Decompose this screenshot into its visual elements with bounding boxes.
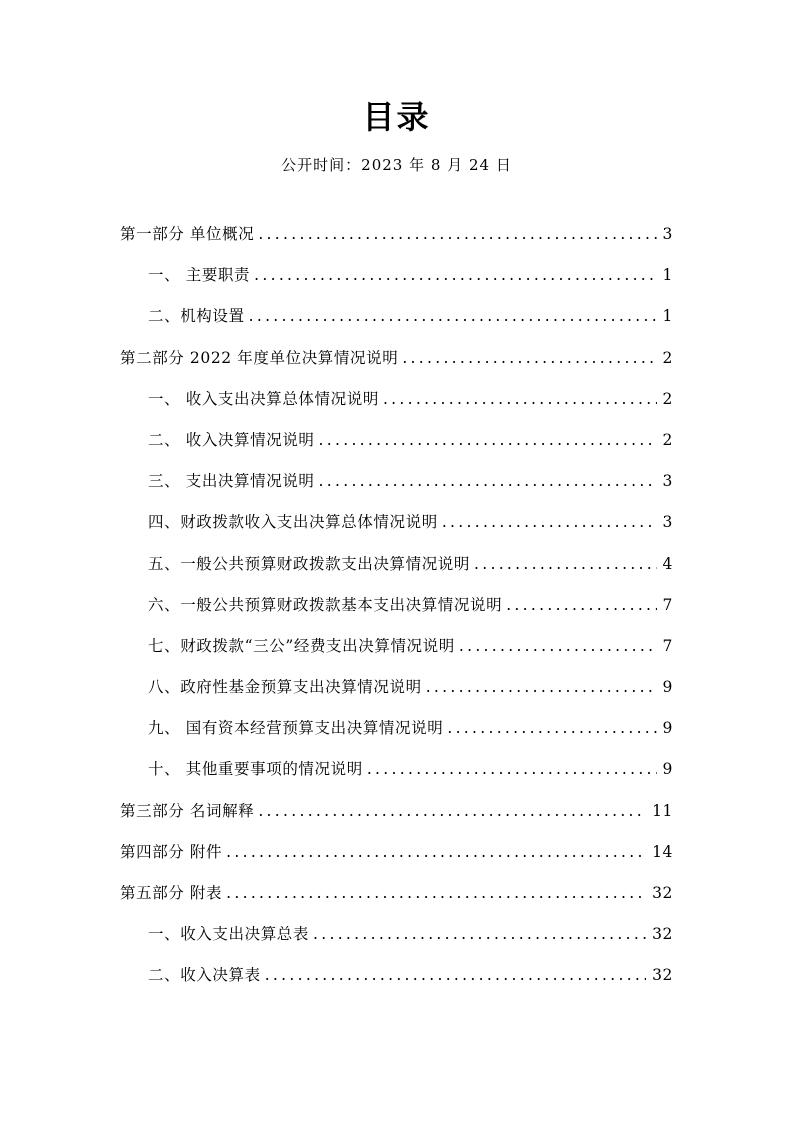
- toc-entry-page: 3: [662, 225, 673, 243]
- toc-entry-page: 3: [662, 472, 673, 491]
- toc-entry-page: 4: [662, 554, 673, 573]
- toc-entry-page: 14: [652, 842, 673, 861]
- dot-leader: [258, 225, 656, 243]
- toc-entry-page: 1: [662, 307, 673, 326]
- publish-date: 公开时间：2023 年 8 月 24 日: [281, 156, 512, 174]
- toc-entry-label: 一、 收入支出决算总体情况说明: [148, 389, 379, 408]
- toc-entry[interactable]: [120, 675, 673, 716]
- toc-entry-page: 3: [662, 513, 673, 532]
- dot-leader: [447, 719, 656, 737]
- dot-leader: [442, 513, 657, 531]
- toc-entry-label: 第二部分 2022 年度单位决算情况说明: [120, 348, 399, 367]
- toc-entry[interactable]: [120, 757, 673, 798]
- toc-entry-page: 7: [662, 636, 673, 655]
- toc-entry-label: 第三部分 名词解释: [120, 801, 255, 820]
- dot-leader: [319, 472, 657, 490]
- toc-entry[interactable]: [120, 263, 673, 304]
- dot-leader: [226, 843, 646, 861]
- dot-leader: [402, 349, 656, 367]
- toc-entry[interactable]: [120, 304, 673, 345]
- toc-entry[interactable]: [120, 840, 673, 881]
- toc-entry-label: 五、一般公共预算财政拨款支出决算情况说明: [148, 554, 471, 573]
- toc-entry-label: 十、 其他重要事项的情况说明: [148, 760, 363, 779]
- toc-entry-label: 第五部分 附表: [120, 884, 223, 902]
- toc-entry[interactable]: [120, 881, 673, 922]
- toc-entry-page: 2: [662, 389, 673, 408]
- toc-entry[interactable]: [120, 552, 673, 593]
- toc-entry[interactable]: [120, 387, 673, 428]
- toc-entry-page: 32: [652, 884, 673, 902]
- dot-leader: [367, 760, 657, 778]
- toc-entry-label: 第四部分 附件: [120, 842, 223, 861]
- dot-leader: [258, 802, 646, 820]
- dot-leader: [249, 307, 657, 325]
- toc-entry[interactable]: [120, 963, 673, 1004]
- toc-entry-page: 2: [662, 348, 673, 367]
- dot-leader: [459, 637, 657, 655]
- dot-leader: [383, 390, 657, 408]
- toc-entry[interactable]: [120, 799, 673, 840]
- toc-entry-label: 一、 主要职责: [148, 266, 251, 285]
- dot-leader: [226, 884, 646, 902]
- toc-entry-label: 八、政府性基金预算支出决算情况说明: [148, 678, 422, 697]
- toc-entry-page: 11: [652, 801, 673, 820]
- dot-leader: [474, 555, 657, 573]
- toc-entry-label: 九、 国有资本经营预算支出决算情况说明: [148, 719, 444, 738]
- toc-entry-label: 四、财政拨款收入支出决算总体情况说明: [148, 513, 438, 532]
- toc-entry-page: 2: [662, 430, 673, 449]
- toc-entry[interactable]: [120, 469, 673, 510]
- dot-leader: [426, 678, 657, 696]
- toc-entry-label: 一、收入支出决算总表: [148, 925, 310, 944]
- toc-entry[interactable]: [120, 922, 673, 963]
- toc-entry[interactable]: [120, 716, 673, 757]
- page-title: 目录: [362, 98, 431, 136]
- dot-leader: [313, 925, 646, 943]
- dot-leader: [265, 966, 646, 984]
- toc-entry-page: 7: [662, 595, 673, 614]
- toc-entry-label: 二、 收入决算情况说明: [148, 430, 315, 449]
- table-of-contents: [120, 222, 673, 1005]
- toc-entry-label: 第一部分 单位概况: [120, 225, 255, 243]
- toc-entry-page: 1: [662, 266, 673, 285]
- toc-entry[interactable]: [120, 634, 673, 675]
- dot-leader: [319, 431, 657, 449]
- toc-entry-page: 32: [652, 966, 673, 985]
- toc-entry-label: 六、一般公共预算财政拨款基本支出决算情况说明: [148, 595, 503, 614]
- toc-entry[interactable]: [120, 593, 673, 634]
- toc-entry[interactable]: [120, 428, 673, 469]
- toc-entry[interactable]: [120, 222, 673, 263]
- toc-entry-page: 9: [662, 760, 673, 779]
- dot-leader: [254, 266, 656, 284]
- toc-entry-label: 二、机构设置: [148, 307, 245, 326]
- toc-entry[interactable]: [120, 346, 673, 387]
- toc-entry[interactable]: [120, 510, 673, 551]
- dot-leader: [506, 596, 656, 614]
- toc-entry-label: 二、收入决算表: [148, 966, 261, 985]
- toc-entry-page: 9: [662, 719, 673, 738]
- toc-entry-page: 32: [652, 925, 673, 944]
- toc-entry-page: 9: [662, 678, 673, 697]
- toc-entry-label: 三、 支出决算情况说明: [148, 472, 315, 491]
- toc-entry-label: 七、财政拨款“三公”经费支出决算情况说明: [148, 636, 455, 655]
